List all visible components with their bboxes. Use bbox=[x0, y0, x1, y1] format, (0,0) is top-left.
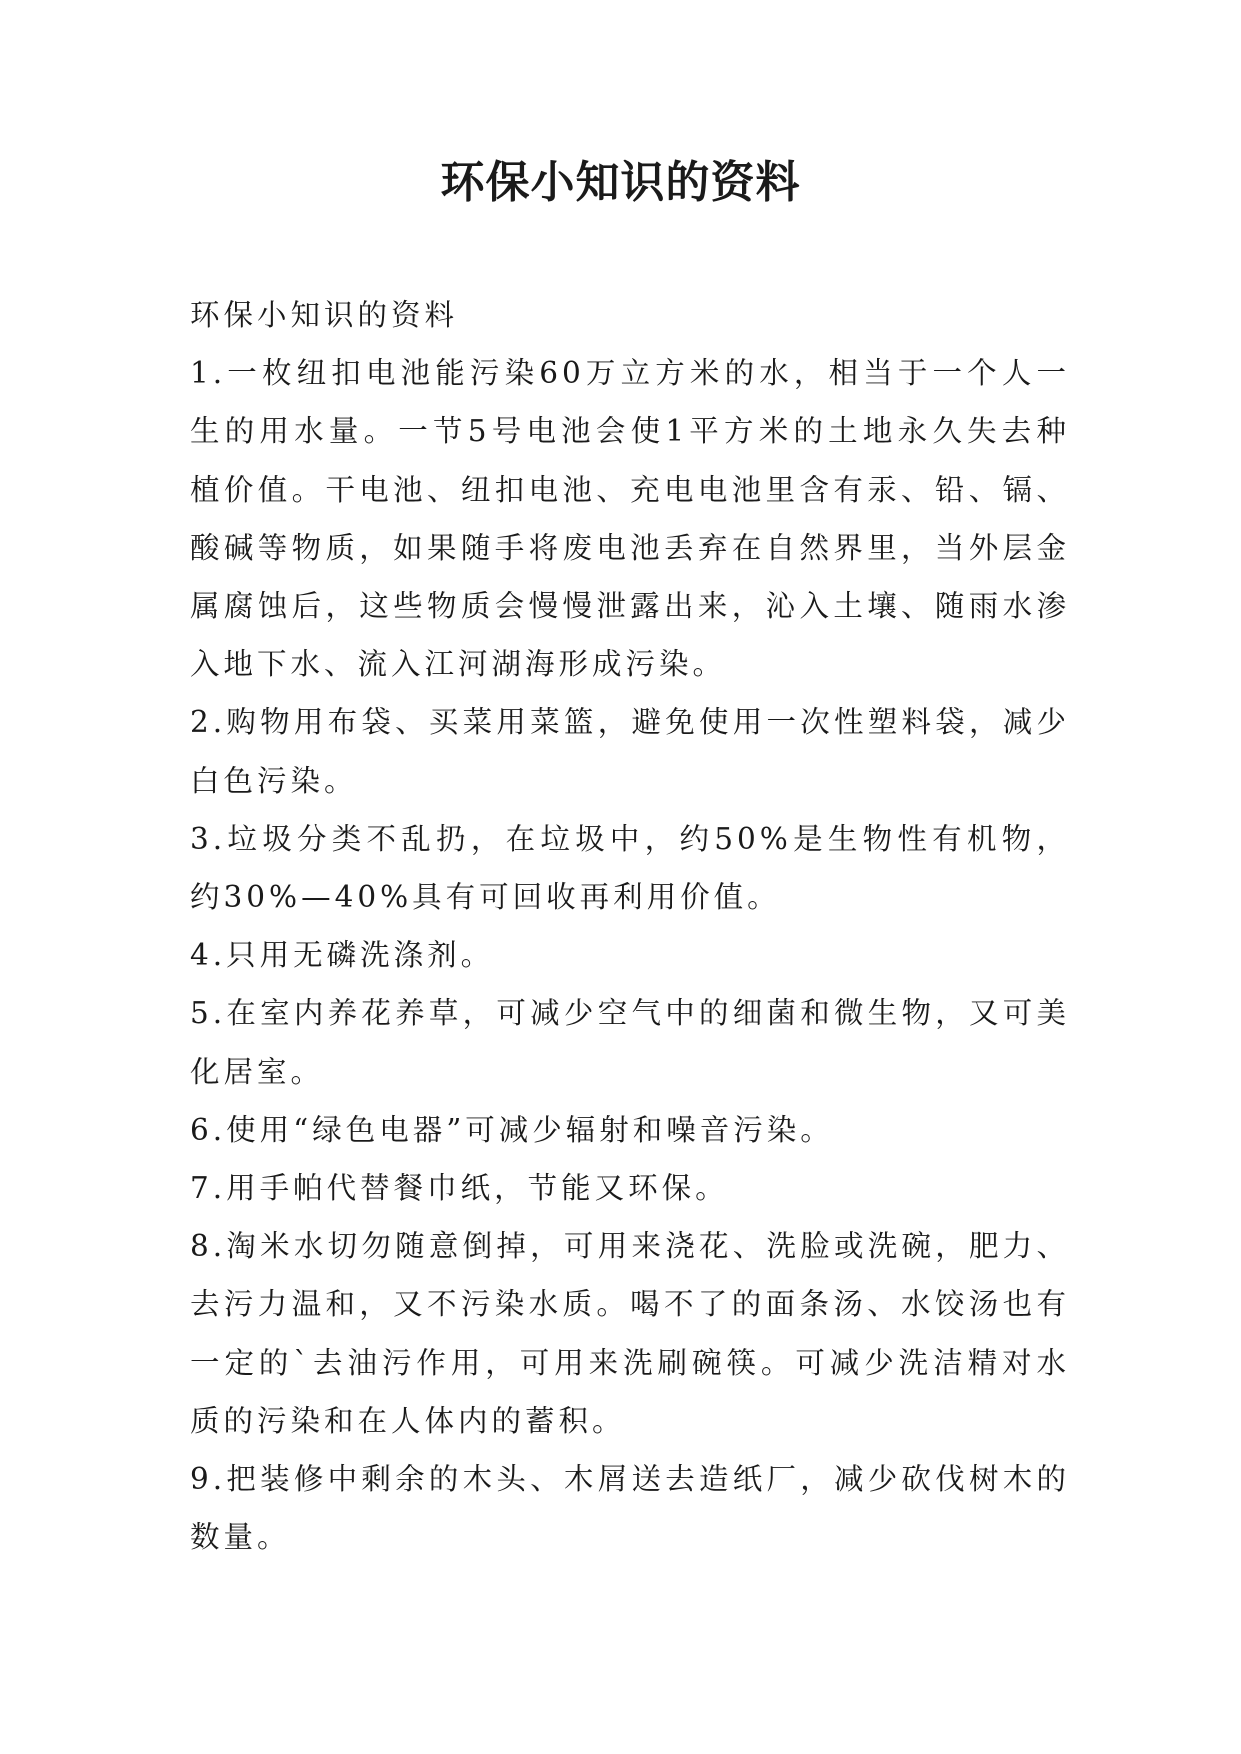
document-title: 环保小知识的资料 bbox=[440, 157, 801, 208]
body-paragraph-item-9: 9.把装修中剩余的木头、木屑送去造纸厂，减少砍伐树木的数量。 bbox=[190, 1462, 1070, 1555]
document-body bbox=[190, 286, 1070, 1566]
body-paragraph-item-8: 8.淘米水切勿随意倒掉，可用来浇花、洗脸或洗碗，肥力、去污力温和，又不污染水质。喝不了的面条汤、水饺汤也有一定的`去油污作用，可用来洗刷碗筷。可减少洗洁精对水质的污染和在人体内的蓄积。 bbox=[190, 1229, 1070, 1438]
body-paragraph-subtitle: 环保小知识的资料 bbox=[190, 298, 459, 332]
body-paragraph-item-6: 6.使用“绿色电器”可减少辐射和噪音污染。 bbox=[190, 1112, 834, 1147]
body-paragraph-item-1: 1.一枚纽扣电池能污染60万立方米的水，相当于一个人一生的用水量。一节5号电池会使1平方米的土地永久失去种植价值。干电池、纽扣电池、充电电池里含有汞、铅、镉、酸碱等物质，如果随手将废电池丢弃在自然界里，当外层金属腐蚀后，这些物质会慢慢泄露出来，沁入土壤、随雨水渗入地下水、流入江河湖海形成污染。 bbox=[190, 356, 1070, 682]
body-paragraph-item-4: 4.只用无磷洗涤剂。 bbox=[190, 938, 495, 973]
body-paragraph-item-3: 3.垃圾分类不乱扔，在垃圾中，约50%是生物性有机物，约30%—40%具有可回收再利用价值。 bbox=[190, 821, 1070, 915]
body-paragraph-item-5: 5.在室内养花养草，可减少空气中的细菌和微生物，又可美化居室。 bbox=[190, 996, 1070, 1089]
body-paragraph-item-2: 2.购物用布袋、买菜用菜篮，避免使用一次性塑料袋，减少白色污染。 bbox=[190, 705, 1070, 798]
body-paragraph-item-7: 7.用手帕代替餐巾纸，节能又环保。 bbox=[190, 1171, 729, 1206]
